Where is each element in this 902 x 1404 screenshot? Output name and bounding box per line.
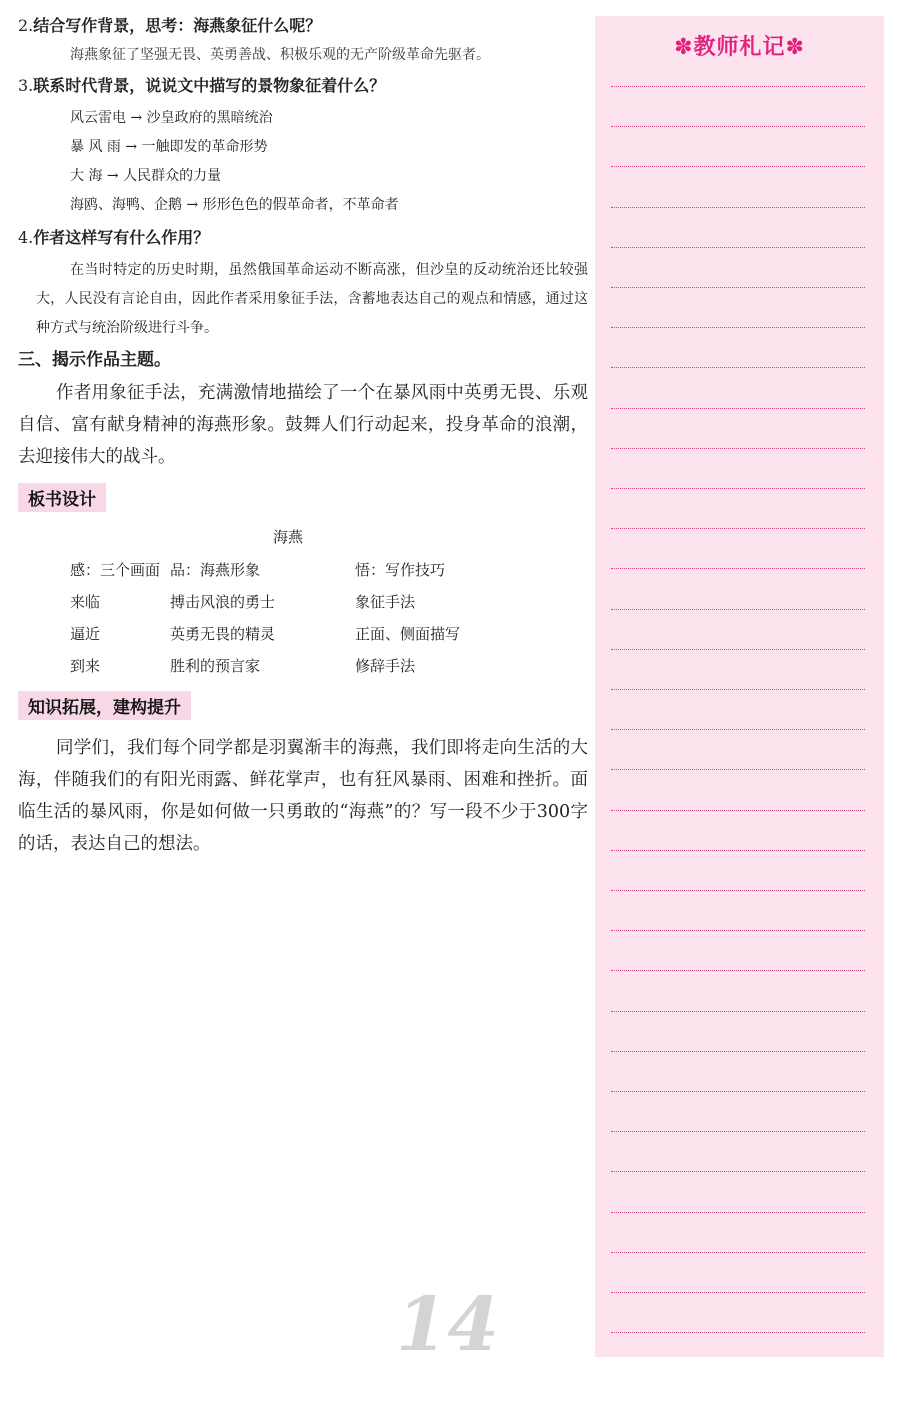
board-cell: 英勇无畏的精灵	[170, 624, 276, 643]
question-3	[18, 74, 588, 98]
question-number: 4.	[18, 228, 34, 247]
board-cell: 象征手法	[355, 592, 416, 611]
note-line	[611, 528, 865, 529]
note-line	[611, 609, 865, 610]
board-cell: 正面、侧面描写	[355, 624, 461, 643]
symbol-item: 暴 风 雨 → 一触即发的革命形势	[70, 139, 268, 155]
board-design-tag: 板书设计	[18, 483, 106, 512]
board-title: 海燕	[272, 528, 303, 546]
question-text: 作者这样写有什么作用？	[33, 228, 210, 247]
symbol-item: 大 海 → 人民群众的力量	[70, 168, 222, 184]
extension-paragraph: 同学们，我们每个同学都是羽翼渐丰的海燕，我们即将走向生活的大海，伴随我们的有阳光雨露、鲜花掌声，也有狂风暴雨、困难和挫折。面临生活的暴风雨，你是如何做一只勇敢的“海燕”的？写一段不少于300字的话，表达自己的想法。	[18, 738, 588, 854]
note-line	[611, 367, 865, 368]
table-row	[18, 649, 588, 681]
answer-4: 在当时特定的历史时期，虽然俄国革命运动不断高涨，但沙皇的反动统治还比较强大，人民没有言论自由，因此作者采用象征手法，含蓄地表达自己的观点和情感，通过这种方式与统治阶级进行斗争。	[36, 262, 588, 336]
section-title: 三、揭示作品主题。	[18, 350, 171, 370]
table-row	[18, 553, 588, 585]
section-paragraph: 作者用象征手法，充满激情地描绘了一个在暴风雨中英勇无畏、乐观自信、富有献身精神的海燕形象。鼓舞人们行动起来，投身革命的浪潮，去迎接伟大的战斗。	[18, 383, 588, 467]
teacher-notes-sidebar	[595, 16, 884, 1357]
board-cell: 修辞手法	[355, 656, 416, 675]
note-line	[611, 1131, 865, 1132]
note-line	[611, 930, 865, 931]
question-number: 3.	[18, 76, 34, 95]
note-line	[611, 689, 865, 690]
note-line	[611, 1011, 865, 1012]
note-line	[611, 1332, 865, 1333]
board-cell: 感：三个画面	[70, 560, 161, 579]
note-line	[611, 1171, 865, 1172]
main-content	[18, 14, 588, 860]
note-line	[611, 327, 865, 328]
board-table	[18, 553, 588, 681]
symbol-item: 海鸥、海鸭、企鹅 → 形形色色的假革命者，不革命者	[70, 197, 399, 213]
note-line	[611, 1051, 865, 1052]
note-line	[611, 970, 865, 971]
sidebar-title: ✽教师札记✽	[674, 35, 805, 60]
note-line	[611, 729, 865, 730]
board-cell: 品：海燕形象	[170, 560, 261, 579]
note-line	[611, 86, 865, 87]
board-cell: 悟：写作技巧	[355, 560, 446, 579]
question-4	[18, 226, 588, 250]
question-text: 联系时代背景，说说文中描写的景物象征着什么？	[33, 76, 386, 95]
symbol-item: 风云雷电 → 沙皇政府的黑暗统治	[70, 110, 273, 126]
note-line	[611, 1212, 865, 1213]
board-cell: 到来	[70, 656, 101, 675]
note-line	[611, 1292, 865, 1293]
question-2	[18, 14, 588, 38]
note-line	[611, 649, 865, 650]
note-line	[611, 207, 865, 208]
note-line	[611, 247, 865, 248]
board-cell: 搏击风浪的勇士	[170, 592, 276, 611]
board-cell: 胜利的预言家	[170, 656, 261, 675]
note-line	[611, 488, 865, 489]
board-cell: 逼近	[70, 624, 101, 643]
question-text: 结合写作背景，思考：海燕象征什么呢？	[33, 16, 322, 35]
note-line	[611, 890, 865, 891]
table-row	[18, 617, 588, 649]
note-line	[611, 166, 865, 167]
board-cell: 来临	[70, 592, 101, 611]
note-line	[611, 568, 865, 569]
note-line	[611, 810, 865, 811]
table-row	[18, 585, 588, 617]
answer-2: 海燕象征了坚强无畏、英勇善战、积极乐观的无产阶级革命先驱者。	[70, 47, 490, 63]
note-line	[611, 126, 865, 127]
question-number: 2.	[18, 16, 34, 35]
note-line	[611, 1252, 865, 1253]
note-line	[611, 769, 865, 770]
note-line	[611, 408, 865, 409]
note-line	[611, 1091, 865, 1092]
note-line	[611, 850, 865, 851]
page-number: 14	[396, 1282, 499, 1368]
note-line	[611, 287, 865, 288]
note-line	[611, 448, 865, 449]
extension-tag: 知识拓展，建构提升	[18, 691, 191, 720]
